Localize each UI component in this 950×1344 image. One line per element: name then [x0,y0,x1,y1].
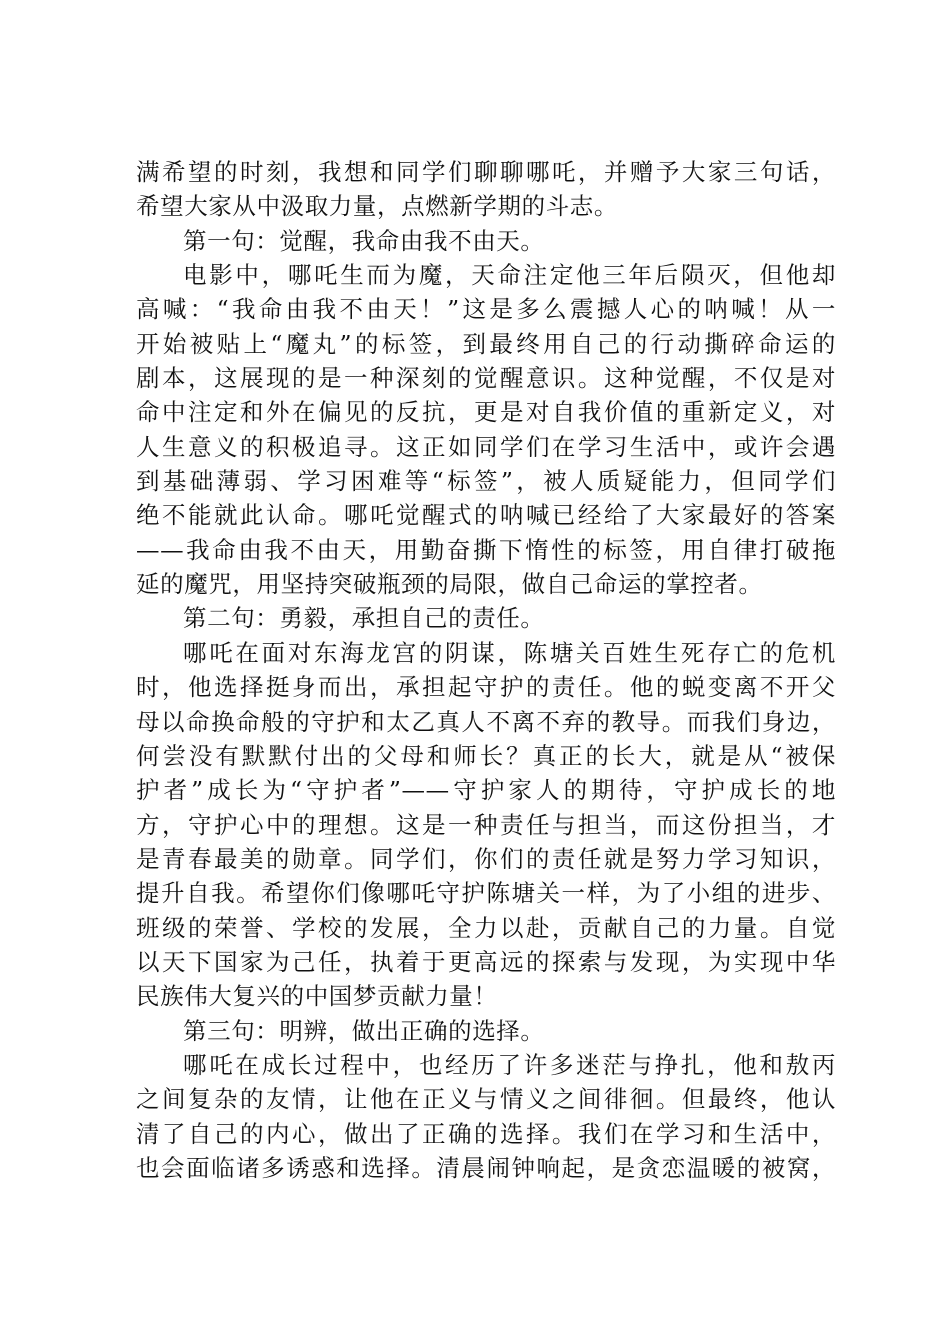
section-heading [136,224,836,258]
paragraph [136,258,836,601]
text-line: 何尝没有默默付出的父母和师长？真正的长大，就是从“被保 [136,741,836,770]
text-line: 班级的荣誉、学校的发展，全力以赴，贡献自己的力量。自觉 [136,913,836,942]
text-line: 哪吒在面对东海龙宫的阴谋，陈塘关百姓生死存亡的危机 [183,638,836,667]
text-line: 到基础薄弱、学习困难等“标签”，被人质疑能力，但同学们 [136,467,836,496]
text-line: 之间复杂的友情，让他在正义与情义之间徘徊。但最终，他认 [136,1085,836,1114]
text-line: 满希望的时刻，我想和同学们聊聊哪吒，并赠予大家三句话， [136,158,836,186]
text-line: 是青春最美的勋章。同学们，你们的责任就是努力学习知识， [136,844,836,873]
text-line: 开始被贴上“魔丸”的标签，到最终用自己的行动撕碎命运的 [136,329,836,358]
text-line: 时，他选择挺身而出，承担起守护的责任。他的蜕变离不开父 [136,673,836,702]
text-line: 提升自我。希望你们像哪吒守护陈塘关一样，为了小组的进步、 [136,879,836,908]
text-line: 哪吒在成长过程中，也经历了许多迷茫与挣扎，他和敖丙 [183,1050,836,1079]
text-line: 第三句：明辨，做出正确的选择。 [183,1016,545,1045]
text-line: 高喊：“我命由我不由天！”这是多么震撼人心的呐喊！从一 [136,295,836,324]
text-line: 绝不能就此认命。哪吒觉醒式的呐喊已经给了大家最好的答案 [136,501,836,530]
text-line: 以天下国家为己任，执着于更高远的探索与发现，为实现中华 [136,947,836,976]
paragraph [136,636,836,1014]
text-line: 第一句：觉醒，我命由我不由天。 [183,226,545,255]
document-body [136,155,836,1185]
text-line: 护者”成长为“守护者”——守护家人的期待，守护成长的地 [136,776,836,805]
text-line: 希望大家从中汲取力量，点燃新学期的斗志。 [136,192,618,221]
text-line: 清了自己的内心，做出了正确的选择。我们在学习和生活中， [136,1119,836,1148]
text-line: 民族伟大复兴的中国梦贡献力量！ [136,982,498,1011]
text-line: ——我命由我不由天，用勤奋撕下惰性的标签，用自律打破拖 [136,535,836,564]
text-line: 也会面临诸多诱惑和选择。清晨闹钟响起，是贪恋温暖的被窝， [136,1153,836,1182]
paragraph [136,155,836,224]
text-line: 剧本，这展现的是一种深刻的觉醒意识。这种觉醒，不仅是对 [136,364,836,393]
text-line: 人生意义的积极追寻。这正如同学们在学习生活中，或许会遇 [136,432,836,461]
text-line: 方，守护心中的理想。这是一种责任与担当，而这份担当，才 [136,810,836,839]
paragraph [136,1048,836,1185]
section-heading [136,601,836,635]
text-line: 母以命换命般的守护和太乙真人不离不弃的教导。而我们身边， [136,707,836,736]
text-line: 命中注定和外在偏见的反抗，更是对自我价值的重新定义，对 [136,398,836,427]
text-line: 延的魔咒，用坚持突破瓶颈的局限，做自己命运的掌控者。 [136,570,763,599]
section-heading [136,1014,836,1048]
text-line: 电影中，哪吒生而为魔，天命注定他三年后陨灭，但他却 [183,261,836,290]
text-line: 第二句：勇毅，承担自己的责任。 [183,604,545,633]
